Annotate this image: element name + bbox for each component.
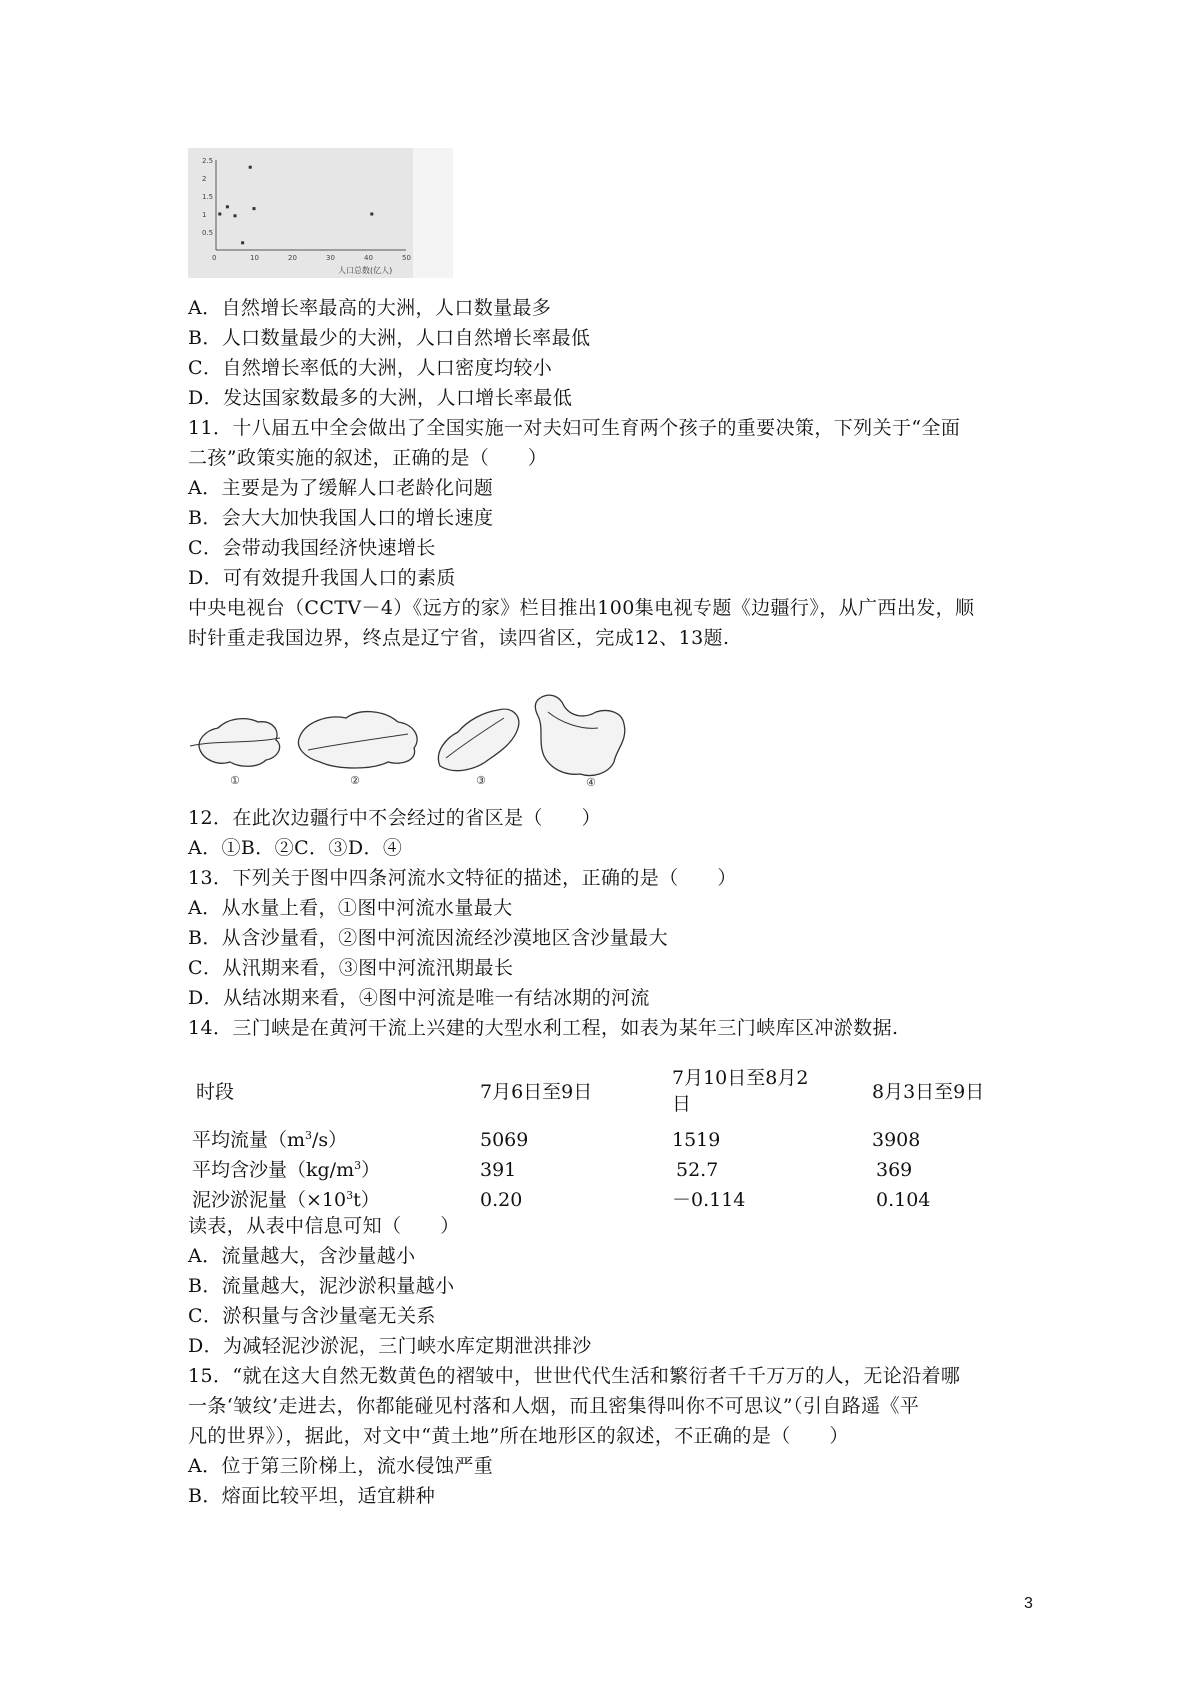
- map-label-2: ②: [350, 774, 360, 787]
- province-maps-svg: [188, 688, 670, 790]
- chart-x-tick-label: 50: [402, 254, 411, 262]
- chart-point: [218, 213, 221, 216]
- chart-svg: [188, 148, 453, 278]
- table-cell: 52.7: [676, 1159, 719, 1181]
- table-cell: －0.114: [672, 1189, 746, 1211]
- chart-point: [253, 207, 256, 210]
- chart-point: [370, 213, 373, 216]
- population-scatter-chart: [188, 148, 453, 278]
- q15-stem-line3: 凡的世界》），据此，对文中“黄土地”所在地形区的叙述，不正确的是（ ）: [188, 1425, 849, 1447]
- table-cell: 3908: [872, 1129, 921, 1151]
- q11-option-a: A．主要是为了缓解人口老龄化问题: [188, 477, 494, 499]
- chart-y-tick-label: 2: [202, 175, 207, 183]
- province-map-3: [438, 709, 518, 771]
- chart-x-axis-label: 人口总数(亿人): [338, 266, 393, 275]
- q13-option-b: B．从含沙量看，②图中河流因流经沙漠地区含沙量最大: [188, 927, 668, 949]
- table-cell: 1519: [672, 1129, 721, 1151]
- table-cell: 369: [876, 1159, 913, 1181]
- chart-point: [249, 166, 252, 169]
- map-label-3: ③: [476, 774, 486, 787]
- table-row-label: 平均流量$(m^3/s)$: [192, 1129, 348, 1151]
- chart-y-tick-label: 1.5: [202, 193, 214, 201]
- table-header-col3: 8月3日至9日: [872, 1081, 985, 1103]
- chart-x-tick-label: 20: [288, 254, 297, 262]
- chart-x-tick-label: 10: [250, 254, 259, 262]
- q15-stem-line2: 一条‘皱纹’走进去，你都能碰见村落和人烟，而且密集得叫你不可思议”（引自路遥《平: [188, 1395, 920, 1417]
- q11-option-b: B．会大大加快我国人口的增长速度: [188, 507, 494, 529]
- map-label-4: ④: [586, 776, 596, 789]
- province-map-2: [298, 712, 417, 768]
- chart-x-tick-label: 30: [326, 254, 335, 262]
- chart-point: [241, 241, 244, 244]
- q14-option-d: D．为减轻泥沙淤泥，三门峡水库定期泄洪排沙: [188, 1335, 592, 1357]
- q14-stem: 14．三门峡是在黄河干流上兴建的大型水利工程，如表为某年三门峡库区冲淤数据.: [188, 1017, 899, 1039]
- province-map-4: [535, 695, 625, 775]
- chart-point: [234, 214, 237, 217]
- q12-options: A．①B．②C．③D．④: [188, 837, 403, 859]
- table-header-period: 时段: [196, 1081, 235, 1103]
- q13-option-d: D．从结冰期来看，④图中河流是唯一有结冰期的河流: [188, 987, 650, 1009]
- q14-after-table: 读表，从表中信息可知（ ）: [188, 1215, 460, 1237]
- q13-option-c: C．从汛期来看，③图中河流汛期最长: [188, 957, 514, 979]
- q15-stem-line1: 15．“就在这大自然无数黄色的褶皱中，世世代代生活和繁衍者千千万万的人，无论沿着哪: [188, 1365, 961, 1387]
- chart-x-tick-label: 40: [364, 254, 373, 262]
- table-cell: 0.104: [876, 1189, 931, 1211]
- province-maps-figure: [188, 688, 670, 790]
- q14-option-c: C．淤积量与含沙量毫无关系: [188, 1305, 436, 1327]
- q13-stem: 13．下列关于图中四条河流水文特征的描述，正确的是（ ）: [188, 867, 737, 889]
- page-number: 3: [1024, 1595, 1033, 1612]
- q15-option-b: B．熔面比较平坦，适宜耕种: [188, 1485, 436, 1507]
- intro-12-13-line1: 中央电视台（CCTV－4）《远方的家》栏目推出100集电视专题《边疆行》，从广西出发，顺: [188, 597, 975, 619]
- table-header-col2-line2: 日: [672, 1093, 692, 1115]
- chart-point: [226, 205, 229, 208]
- q11-option-d: D．可有效提升我国人口的素质: [188, 567, 456, 589]
- table-cell: 5069: [480, 1129, 529, 1151]
- table-header-col2-line1: 7月10日至8月2: [672, 1067, 809, 1089]
- intro-12-13-line2: 时针重走我国边界，终点是辽宁省，读四省区，完成12、13题.: [188, 627, 730, 649]
- q10-option-d: D．发达国家数最多的大洲，人口增长率最低: [188, 387, 573, 409]
- table-header-col1: 7月6日至9日: [480, 1081, 593, 1103]
- chart-x-tick-label: 0: [212, 254, 217, 262]
- table-row-label: 泥沙淤泥量$(\times 10^3t)$: [192, 1189, 380, 1211]
- q12-stem: 12．在此次边疆行中不会经过的省区是（ ）: [188, 807, 601, 829]
- q15-option-a: A．位于第三阶梯上，流水侵蚀严重: [188, 1455, 494, 1477]
- chart-y-tick-label: 1: [202, 211, 207, 219]
- chart-y-tick-label: 0.5: [202, 229, 214, 237]
- table-cell: 0.20: [480, 1189, 523, 1211]
- q11-stem-line1: 11．十八届五中全会做出了全国实施一对夫妇可生育两个孩子的重要决策，下列关于“全面: [188, 417, 961, 439]
- q13-option-a: A．从水量上看，①图中河流水量最大: [188, 897, 513, 919]
- q11-option-c: C．会带动我国经济快速增长: [188, 537, 436, 559]
- table-row-label: 平均含沙量$(kg/m^3)$: [192, 1159, 381, 1181]
- map-label-1: ①: [230, 774, 240, 787]
- q14-option-a: A．流量越大，含沙量越小: [188, 1245, 416, 1267]
- chart-y-tick-label: 2.5: [202, 157, 214, 165]
- q10-option-b: B．人口数量最少的大洲，人口自然增长率最低: [188, 327, 591, 349]
- province-map-1: [199, 719, 280, 767]
- q10-option-c: C．自然增长率低的大洲，人口密度均较小: [188, 357, 553, 379]
- q11-stem-line2: 二孩”政策实施的叙述，正确的是（ ）: [188, 447, 548, 469]
- q10-option-a: A．自然增长率最高的大洲，人口数量最多: [188, 297, 552, 319]
- q14-option-b: B．流量越大，泥沙淤积量越小: [188, 1275, 455, 1297]
- table-cell: 391: [480, 1159, 517, 1181]
